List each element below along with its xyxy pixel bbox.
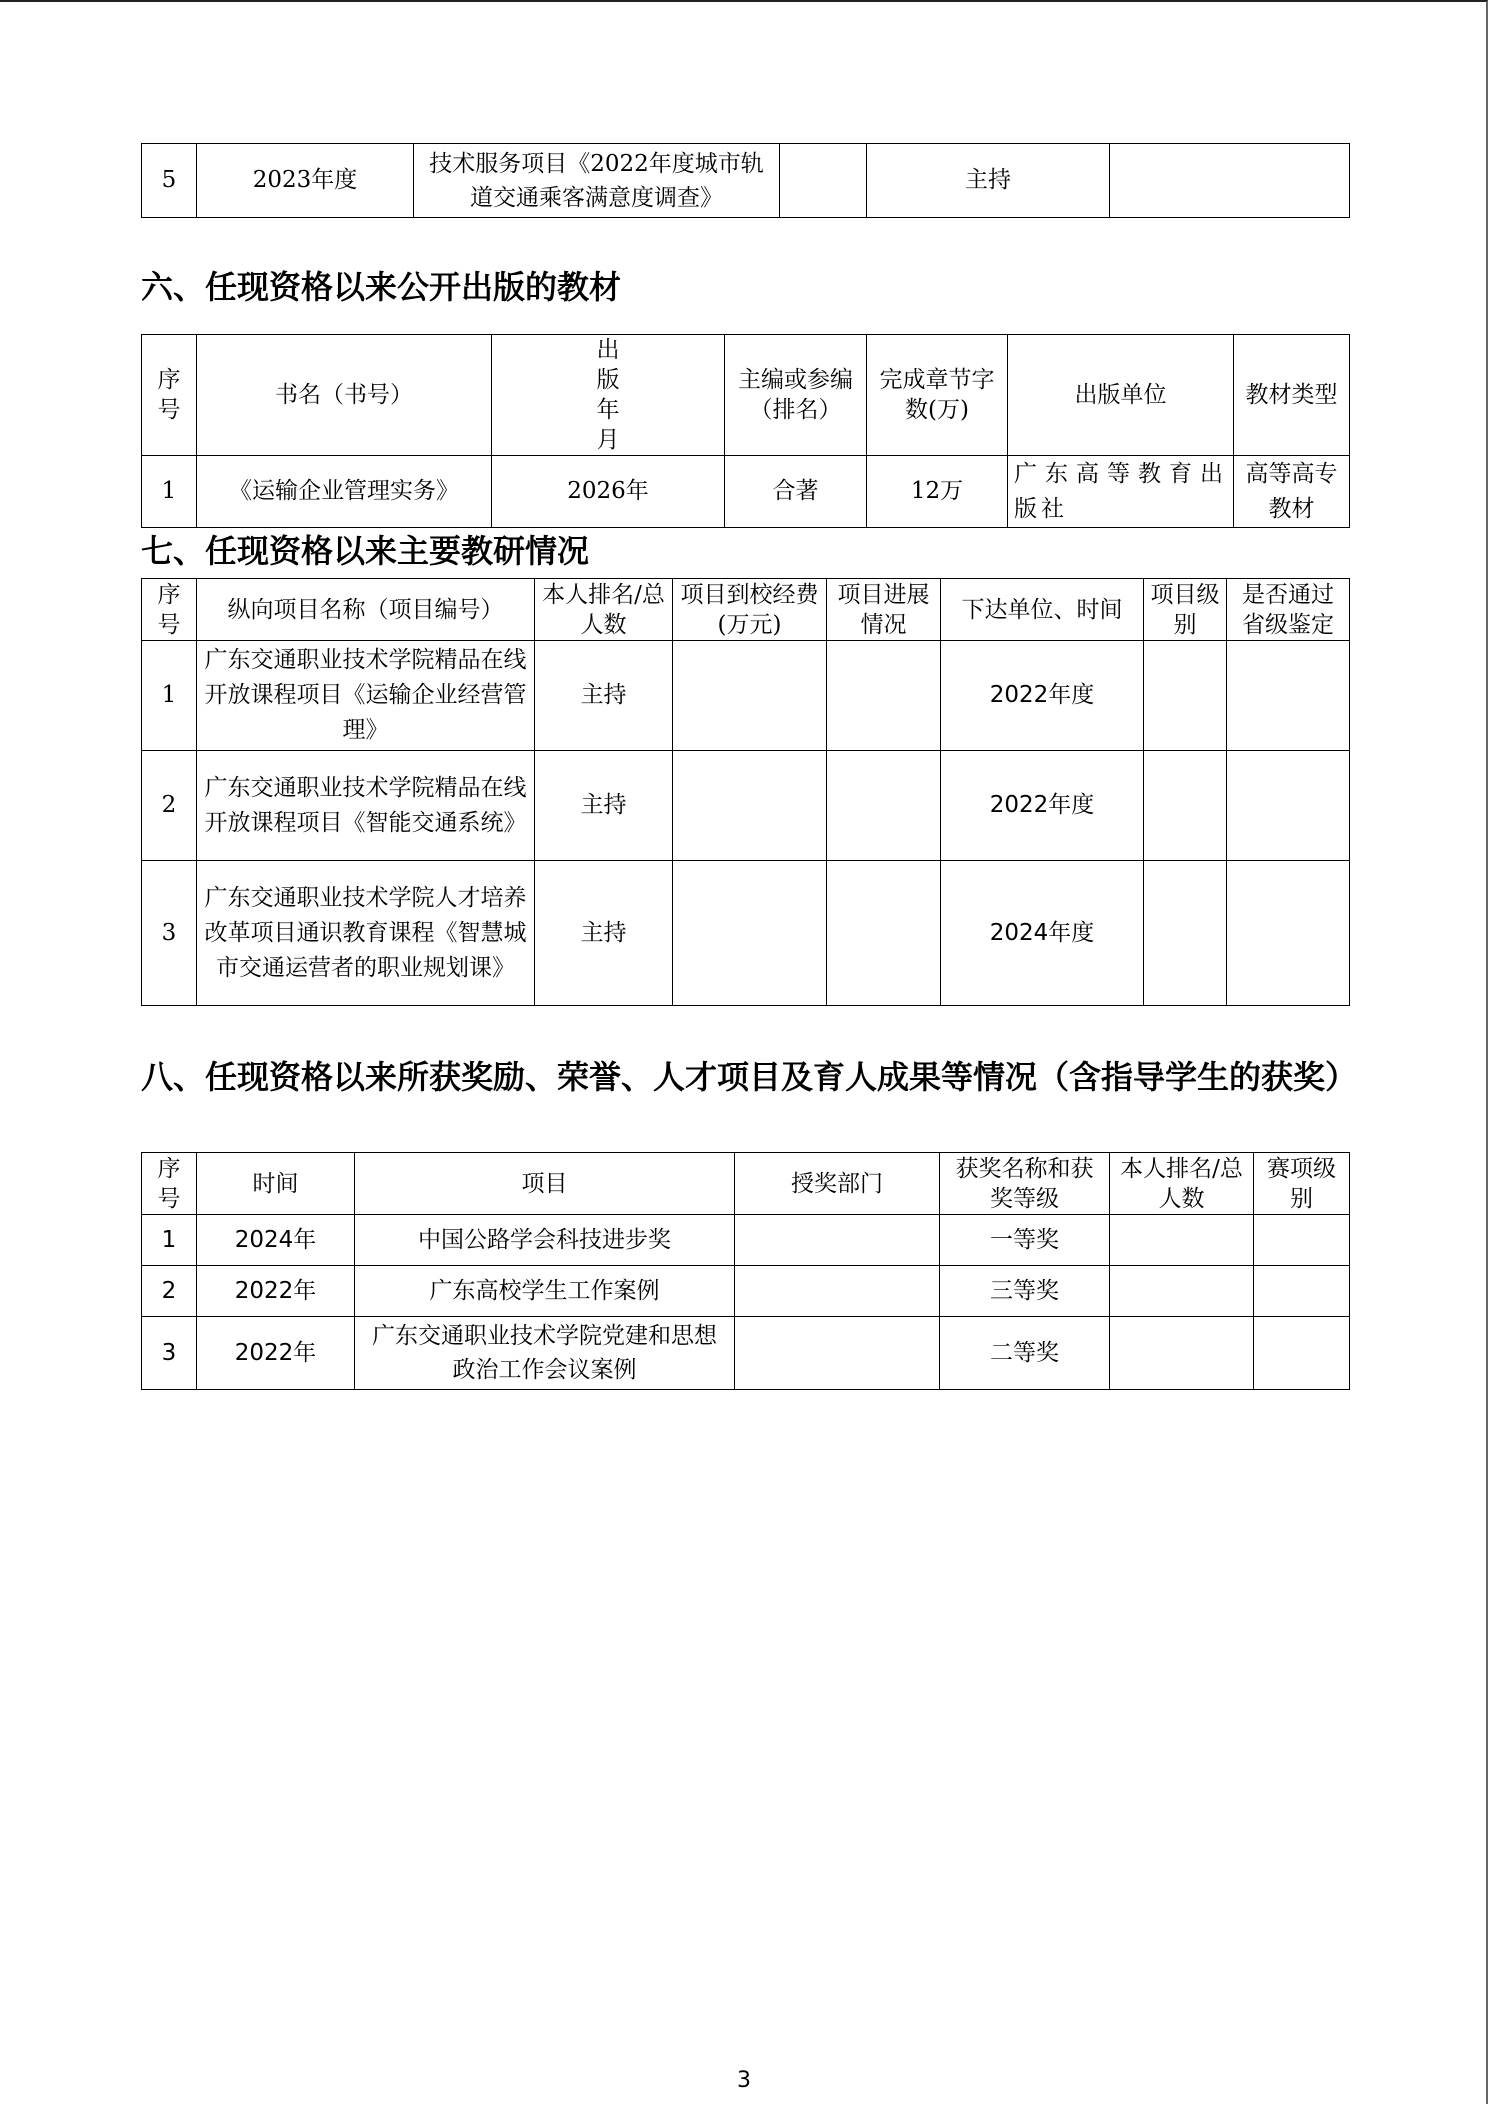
project-level xyxy=(1144,641,1227,751)
award-project: 广东高校学生工作案例 xyxy=(355,1266,735,1317)
award-name-level: 三等奖 xyxy=(940,1266,1110,1317)
table-header-row xyxy=(142,579,1350,641)
header-cell: 序号 xyxy=(142,335,197,456)
rank-total: 主持 xyxy=(535,641,673,751)
header-cell: 本人排名/总人数 xyxy=(535,579,673,641)
row-number: 1 xyxy=(142,456,197,528)
table-header-row xyxy=(142,335,1350,456)
header-cell: 主编或参编（排名） xyxy=(725,335,867,456)
issuing-unit-time: 2022年度 xyxy=(941,641,1144,751)
header-cell: 项目级别 xyxy=(1144,579,1227,641)
awarding-department xyxy=(735,1266,940,1317)
rank-total xyxy=(1110,1266,1254,1317)
row-number: 2 xyxy=(142,751,197,861)
section-title-awards: 八、任现资格以来所获奖励、荣誉、人才项目及育人成果等情况（含指导学生的获奖） xyxy=(141,1058,1358,1096)
row-number: 5 xyxy=(142,144,197,218)
teaching-research-table xyxy=(141,578,1350,1006)
section-title-teaching-research: 七、任现资格以来主要教研情况 xyxy=(141,532,590,570)
project-name: 广东交通职业技术学院精品在线开放课程项目《智能交通系统》 xyxy=(197,751,535,861)
competition-level xyxy=(1254,1266,1350,1317)
project-progress xyxy=(827,641,941,751)
project-funds xyxy=(673,641,827,751)
project-name: 广东交通职业技术学院精品在线开放课程项目《运输企业经营管理》 xyxy=(197,641,535,751)
award-time: 2022年 xyxy=(197,1317,355,1390)
header-cell: 出版年月 xyxy=(492,335,725,456)
header-cell: 是否通过省级鉴定 xyxy=(1227,579,1350,641)
project-progress xyxy=(827,861,941,1006)
header-cell: 项目 xyxy=(355,1153,735,1215)
award-name-level: 一等奖 xyxy=(940,1215,1110,1266)
publisher: 广东高等教育出版社 xyxy=(1008,456,1234,528)
header-cell: 获奖名称和获奖等级 xyxy=(940,1153,1110,1215)
row-number: 3 xyxy=(142,1317,197,1390)
header-cell: 序号 xyxy=(142,579,197,641)
header-cell: 完成章节字数(万) xyxy=(867,335,1008,456)
empty-cell xyxy=(1110,144,1350,218)
provincial-appraisal xyxy=(1227,751,1350,861)
project-role: 主持 xyxy=(867,144,1110,218)
header-cell: 出版单位 xyxy=(1008,335,1234,456)
table-row xyxy=(142,751,1350,861)
project-funds xyxy=(673,861,827,1006)
provincial-appraisal xyxy=(1227,641,1350,751)
book-title: 《运输企业管理实务》 xyxy=(197,456,492,528)
header-cell: 纵向项目名称（项目编号） xyxy=(197,579,535,641)
project-level xyxy=(1144,751,1227,861)
row-number: 1 xyxy=(142,1215,197,1266)
table-header-row xyxy=(142,1153,1350,1215)
rank-total xyxy=(1110,1317,1254,1390)
award-name-level: 二等奖 xyxy=(940,1317,1110,1390)
awarding-department xyxy=(735,1317,940,1390)
row-number: 1 xyxy=(142,641,197,751)
project-name: 广东交通职业技术学院人才培养改革项目通识教育课程《智慧城市交通运营者的职业规划课》 xyxy=(197,861,535,1006)
publish-date: 2026年 xyxy=(492,456,725,528)
header-cell: 序号 xyxy=(142,1153,197,1215)
table-row xyxy=(142,456,1350,528)
table-row xyxy=(142,1215,1350,1266)
project-funds xyxy=(673,751,827,861)
project-year: 2023年度 xyxy=(197,144,414,218)
table-row xyxy=(142,144,1350,218)
table-row xyxy=(142,641,1350,751)
awards-table xyxy=(141,1152,1350,1390)
competition-level xyxy=(1254,1317,1350,1390)
award-project: 广东交通职业技术学院党建和思想政治工作会议案例 xyxy=(355,1317,735,1390)
header-cell: 赛项级别 xyxy=(1254,1153,1350,1215)
table-row xyxy=(142,1266,1350,1317)
header-cell: 书名（书号） xyxy=(197,335,492,456)
provincial-appraisal xyxy=(1227,861,1350,1006)
header-cell: 下达单位、时间 xyxy=(941,579,1144,641)
rank-total xyxy=(1110,1215,1254,1266)
award-project: 中国公路学会科技进步奖 xyxy=(355,1215,735,1266)
award-time: 2024年 xyxy=(197,1215,355,1266)
table-row xyxy=(142,1317,1350,1390)
page-number: 3 xyxy=(737,2068,751,2093)
rank-total: 主持 xyxy=(535,861,673,1006)
row-number: 3 xyxy=(142,861,197,1006)
header-cell: 项目进展情况 xyxy=(827,579,941,641)
award-time: 2022年 xyxy=(197,1266,355,1317)
textbook-type: 高等高专教材 xyxy=(1234,456,1350,528)
issuing-unit-time: 2022年度 xyxy=(941,751,1144,861)
section-title-textbooks: 六、任现资格以来公开出版的教材 xyxy=(141,268,622,306)
header-cell: 项目到校经费(万元) xyxy=(673,579,827,641)
project-progress xyxy=(827,751,941,861)
word-count: 12万 xyxy=(867,456,1008,528)
empty-cell xyxy=(780,144,867,218)
project-name: 技术服务项目《2022年度城市轨道交通乘客满意度调查》 xyxy=(414,144,780,218)
header-cell: 授奖部门 xyxy=(735,1153,940,1215)
header-cell: 教材类型 xyxy=(1234,335,1350,456)
textbook-table xyxy=(141,334,1350,528)
competition-level xyxy=(1254,1215,1350,1266)
rank-total: 主持 xyxy=(535,751,673,861)
awarding-department xyxy=(735,1215,940,1266)
editor-role: 合著 xyxy=(725,456,867,528)
project-table-continued xyxy=(141,143,1350,218)
issuing-unit-time: 2024年度 xyxy=(941,861,1144,1006)
project-level xyxy=(1144,861,1227,1006)
row-number: 2 xyxy=(142,1266,197,1317)
header-cell: 时间 xyxy=(197,1153,355,1215)
table-row xyxy=(142,861,1350,1006)
header-cell: 本人排名/总人数 xyxy=(1110,1153,1254,1215)
